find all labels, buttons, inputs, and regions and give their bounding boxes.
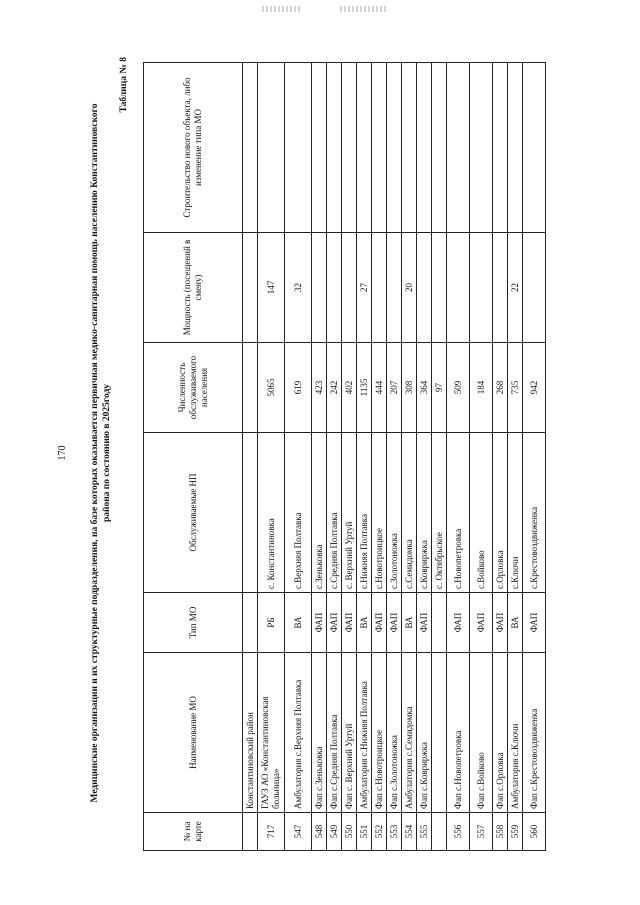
mo-type-cell: ВА [357,592,372,652]
settlement-cell: с.Зеньковка [312,432,327,592]
construction-cell [285,62,312,232]
table-cell [243,432,258,592]
header-type: Тип МО [144,592,243,652]
construction-cell [470,62,493,232]
mo-name-cell: Фап с.Ковриржка [417,652,432,812]
mo-type-cell: ФАП [312,592,327,652]
row-number-cell: 547 [285,812,312,850]
settlement-cell: с.Крестовоздвиженка [523,432,546,592]
population-cell: 5065 [258,342,285,432]
row-number-cell: 554 [402,812,417,850]
capacity-cell: 27 [357,232,372,342]
table-label: Таблица № 8 [119,56,129,112]
table-row [508,62,523,850]
population-cell: 402 [342,342,357,432]
row-number-cell: 552 [372,812,387,850]
mo-type-cell: ФАП [417,592,432,652]
construction-cell [523,62,546,232]
capacity-cell [493,232,508,342]
population-cell: 97 [432,342,447,432]
row-number-cell [432,812,447,850]
settlement-cell: с.Нижняя Полтавка [357,432,372,592]
construction-cell [372,62,387,232]
table-row [523,62,546,850]
capacity-cell: 20 [402,232,417,342]
settlement-cell: с. Верхний Уртуй [342,432,357,592]
mo-name-cell: Фап с.Золотоножка [387,652,402,812]
mo-name-cell: Фап с.Войково [470,652,493,812]
settlement-cell: с.Золотоножка [387,432,402,592]
header-population: Численность обслуживаемого населения [144,342,243,432]
table-cell [243,232,258,342]
table-cell [243,62,258,232]
mo-name-cell: Фап с. Верхний Уртуй [342,652,357,812]
capacity-cell [432,232,447,342]
mo-name-cell: ГАУЗ АО «Константиновская больница» [258,652,285,812]
mo-type-cell: ФАП [447,592,470,652]
construction-cell [432,62,447,232]
scan-artifact-right [340,6,386,12]
construction-cell [508,62,523,232]
row-number-cell: 717 [258,812,285,850]
row-number-cell: 548 [312,812,327,850]
capacity-cell: 32 [285,232,312,342]
scan-artifact-left [262,6,302,12]
population-cell: 735 [508,342,523,432]
district-row [243,62,258,850]
header-name: Наименование МО [144,652,243,812]
capacity-cell [470,232,493,342]
mo-type-cell: РБ [258,592,285,652]
row-number-cell: 557 [470,812,493,850]
settlement-cell: с.Ковриржка [417,432,432,592]
capacity-cell [447,232,470,342]
table-row [372,62,387,850]
settlement-cell: с. Константиновка [258,432,285,592]
table-row [342,62,357,850]
mo-name-cell: Фап с.Крестовоздвиженка [523,652,546,812]
capacity-cell [327,232,342,342]
mo-type-cell [432,592,447,652]
header-row [144,62,243,850]
capacity-cell [372,232,387,342]
construction-cell [417,62,432,232]
construction-cell [327,62,342,232]
mo-name-cell: Фап с.Зеньковка [312,652,327,812]
settlement-cell: с.Войково [470,432,493,592]
capacity-cell: 147 [258,232,285,342]
rotated-page [57,43,555,863]
mo-name-cell [432,652,447,812]
capacity-cell [312,232,327,342]
table-row [258,62,285,850]
mo-type-cell: ФАП [523,592,546,652]
population-cell: 207 [387,342,402,432]
population-cell: 942 [523,342,546,432]
mo-name-cell: Фап с.Новопетровка [447,652,470,812]
population-cell: 619 [285,342,312,432]
population-cell: 308 [402,342,417,432]
row-number-cell: 556 [447,812,470,850]
population-cell: 184 [470,342,493,432]
construction-cell [342,62,357,232]
settlement-cell: с.Верхняя Полтавка [285,432,312,592]
mo-name-cell: Амбулатория с.Семидомка [402,652,417,812]
title-line-1: Медицинские организации и их структурные подразделения, на базе которых оказывается первичная медико-санитарная помощь населению Константиновского [90,103,100,802]
table-row [417,62,432,850]
mo-type-cell: ВА [508,592,523,652]
document-title [89,43,113,863]
mo-type-cell: ФАП [342,592,357,652]
mo-type-cell: ФАП [493,592,508,652]
settlement-cell: с.Новопетровка [447,432,470,592]
mo-type-cell: ФАП [327,592,342,652]
table-row [447,62,470,850]
capacity-cell [387,232,402,342]
row-number-cell: 549 [327,812,342,850]
population-cell: 1135 [357,342,372,432]
row-number-cell: 551 [357,812,372,850]
table-cell [243,342,258,432]
district-name: Константиновский район [243,652,258,812]
settlement-cell: с.Орловка [493,432,508,592]
table-row [402,62,417,850]
medical-organizations-table [143,62,546,851]
header-capacity: Мощность (посещений в смену) [144,232,243,342]
mo-type-cell: ФАП [387,592,402,652]
population-cell: 268 [493,342,508,432]
table-cell [243,592,258,652]
construction-cell [258,62,285,232]
table-cell [243,812,258,850]
population-cell: 509 [447,342,470,432]
table-row [357,62,372,850]
population-cell: 364 [417,342,432,432]
row-number-cell: 550 [342,812,357,850]
population-cell: 423 [312,342,327,432]
mo-type-cell: ФАП [372,592,387,652]
table-row [327,62,342,850]
construction-cell [402,62,417,232]
construction-cell [493,62,508,232]
header-construction: Строительство нового объекта, либо изменение типа МО [144,62,243,232]
row-number-cell: 560 [523,812,546,850]
row-number-cell: 558 [493,812,508,850]
capacity-cell [342,232,357,342]
settlement-cell: с.Средняя Полтавка [327,432,342,592]
mo-type-cell: ВА [285,592,312,652]
mo-name-cell: Амбулатория с.Верхняя Полтавка [285,652,312,812]
construction-cell [447,62,470,232]
table-row [470,62,493,850]
construction-cell [387,62,402,232]
population-cell: 242 [327,342,342,432]
mo-name-cell: Фап с.Средняя Полтавка [327,652,342,812]
mo-name-cell: Фап с.Орловка [493,652,508,812]
table-row [387,62,402,850]
mo-name-cell: Амбулатория с.Ключи [508,652,523,812]
table-row [432,62,447,850]
mo-name-cell: Фап с.Новотроицкое [372,652,387,812]
construction-cell [357,62,372,232]
construction-cell [312,62,327,232]
population-cell: 444 [372,342,387,432]
table-row [312,62,327,850]
page-number: 170 [57,445,68,460]
settlement-cell: с.Новотроицкое [372,432,387,592]
mo-type-cell: ФАП [470,592,493,652]
capacity-cell: 22 [508,232,523,342]
table-row [285,62,312,850]
title-line-2: района по состоянию в 2025году [102,383,112,522]
header-settlements: Обслуживаемые НП [144,432,243,592]
mo-type-cell: ВА [402,592,417,652]
row-number-cell: 553 [387,812,402,850]
row-number-cell: 555 [417,812,432,850]
settlement-cell: с.Ключи [508,432,523,592]
table-row [493,62,508,850]
mo-name-cell: Амбулатория с.Нижняя Полтавка [357,652,372,812]
capacity-cell [417,232,432,342]
settlement-cell: с. Октябрьское [432,432,447,592]
row-number-cell: 559 [508,812,523,850]
header-num: № на карте [144,812,243,850]
capacity-cell [523,232,546,342]
settlement-cell: с.Семидомка [402,432,417,592]
